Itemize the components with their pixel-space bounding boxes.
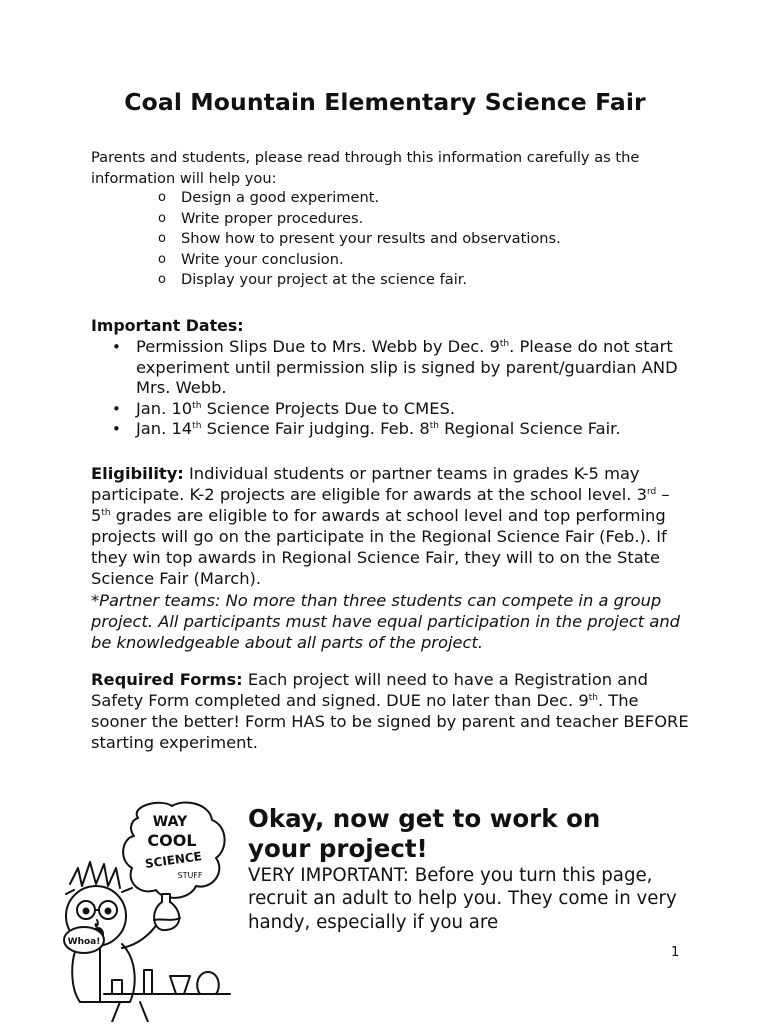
bullet-marker: o (158, 210, 166, 226)
list-item: o Write proper procedures. (158, 209, 678, 230)
bullet-icon: • (112, 338, 121, 356)
forms-paragraph: Required Forms: Each project will need to have a Registration and Safety Form completed and signed. DUE no later than Dec. 9th. The sooner the better! Form HAS to be signed by parent and teacher BEFORE starting experiment. (91, 670, 689, 752)
date-item: • Permission Slips Due to Mrs. Webb by Dec. 9th. Please do not start experiment until permission slip is signed by parent/guardian AND Mrs. Webb. (112, 337, 678, 398)
clipart-sign-line: SCIENCE (144, 849, 203, 871)
partner-note: *Partner teams: No more than three students can compete in a group project. All participants must have equal participation in the project and be knowledgeable about all parts of the project. (91, 591, 680, 652)
eligibility-paragraph: Eligibility: Individual students or partner teams in grades K-5 may participate. K-2 projects are eligible for awards at the school level. 3rd – 5th grades are eligible to for awards at school level and top performing projects will go on the participate in the Regional Science Fair (Feb.). If they win top awards in Regional Science Fair, they will to on the State Science Fair (March). (91, 464, 670, 588)
list-item: o Write your conclusion. (158, 250, 678, 271)
bullet-marker: o (158, 251, 166, 267)
dates-list (91, 337, 691, 440)
clipart-sign-line: COOL (147, 831, 197, 850)
forms-heading: Required Forms: (91, 670, 243, 689)
bullet-marker: o (158, 272, 166, 288)
date-item: • Jan. 14th Science Fair judging. Feb. 8th Regional Science Fair. (112, 419, 621, 439)
list-item: o Display your project at the science fair. (158, 270, 678, 291)
cta-body: VERY IMPORTANT: Before you turn this page, recruit an adult to help you. They come in very handy, especially if you are (248, 865, 677, 933)
date-item: • Jan. 10th Science Projects Due to CMES. (112, 398, 456, 418)
clipart-sign-line: WAY (152, 814, 188, 830)
page-title: Coal Mountain Elementary Science Fair (124, 88, 646, 116)
bullet-icon: • (112, 399, 121, 418)
clipart-sign-line: STUFF (177, 871, 203, 880)
page-number: 1 (671, 945, 680, 960)
bullet-icon: • (112, 420, 121, 439)
bullet-marker: o (158, 190, 166, 205)
bullet-marker: o (158, 231, 166, 247)
list-item: o Show how to present your results and observations. (158, 229, 678, 250)
list-item: o Design a good experiment. (158, 188, 678, 209)
scientist-clipart-icon (60, 798, 240, 1022)
cta-heading: Okay, now get to work on your project! (248, 804, 601, 863)
dates-heading: Important Dates: (91, 316, 244, 335)
intro-list (158, 188, 678, 291)
eligibility-heading: Eligibility: (91, 464, 184, 483)
clipart-speech: Whoa! (67, 937, 101, 947)
intro-paragraph: Parents and students, please read through this information carefully as the information will help you: (91, 149, 640, 187)
